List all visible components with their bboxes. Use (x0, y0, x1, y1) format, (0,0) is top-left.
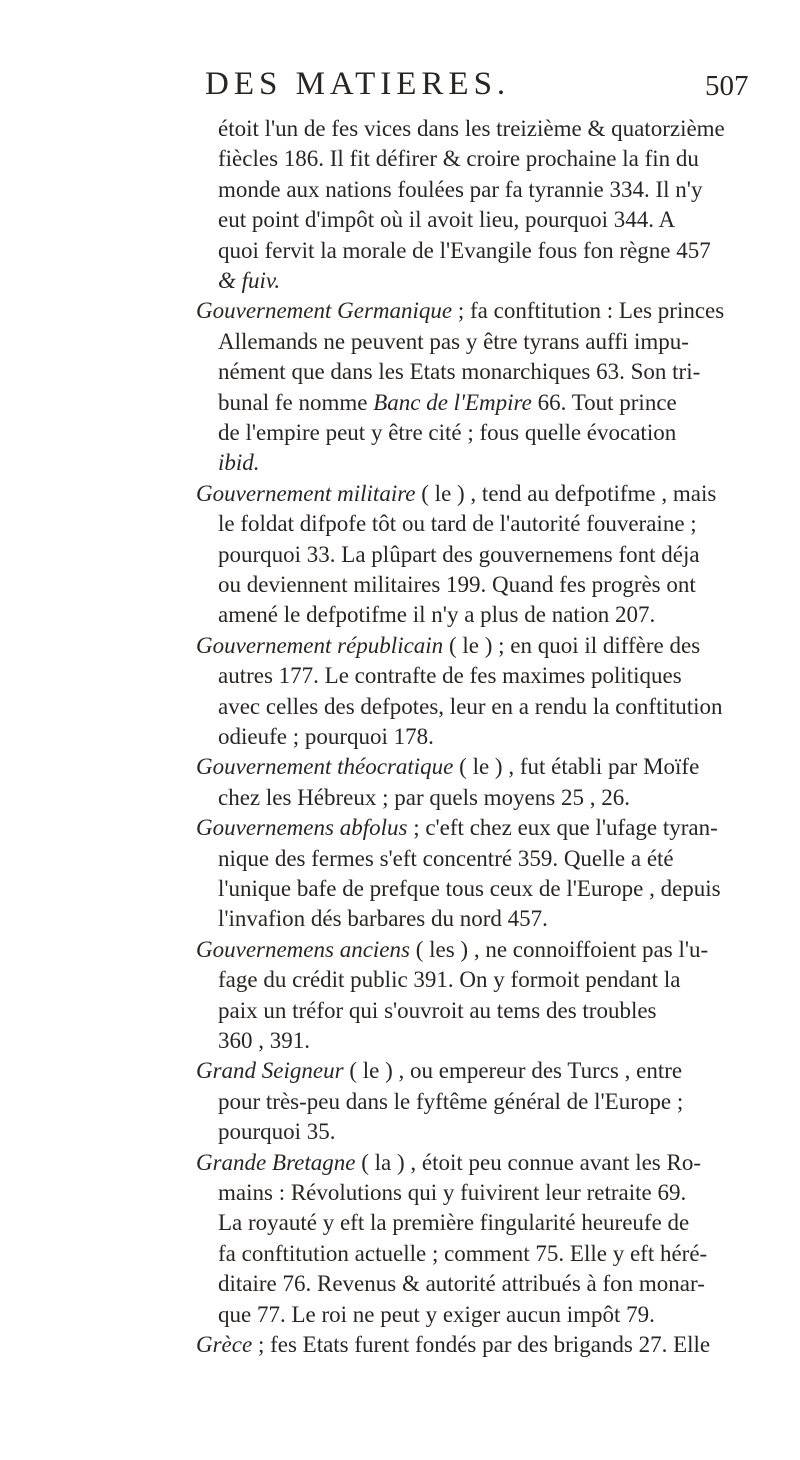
page-number: 507 (705, 70, 749, 102)
index-line (218, 904, 548, 934)
index-line (218, 205, 675, 235)
entry-text: ou deviennent militaires 199. Quand fes progrès ont (218, 572, 696, 597)
index-line (218, 783, 630, 813)
index-line (218, 1117, 336, 1147)
entry-text: le foldat difpofe tôt ou tard de l'autorité fouveraine ; (218, 511, 697, 537)
index-line (218, 144, 699, 174)
entry-text: ( les ) , ne connoiffoient pas l'u- (409, 936, 709, 962)
index-line (218, 114, 725, 144)
entry-text: fa conftitution actuelle ; comment 75. Elle y eft héré- (218, 1240, 708, 1266)
index-line (218, 509, 697, 539)
entry-text: pour très-peu dans le fyftême général de l'Europe ; (218, 1088, 684, 1114)
entry-heading: Gouvernement militaire (196, 480, 416, 506)
index-line (218, 874, 721, 904)
index-line (218, 600, 655, 630)
entry-text: chez les Hébreux ; par quels moyens 25 , 26. (218, 784, 630, 810)
index-entry-line (196, 296, 724, 326)
entry-text: ditaire 76. Revenus & autorité attribués à fon monar- (218, 1271, 705, 1297)
entry-text: bunal fe nomme (218, 389, 374, 415)
entry-text: ibid. (218, 450, 260, 476)
entry-text: 66. Tout prince (531, 389, 677, 415)
entry-text: pourquoi 35. (218, 1119, 336, 1145)
index-entry-line (196, 813, 718, 843)
index-line (218, 844, 674, 874)
entry-text: ( le ) , fut établi par Moïfe (453, 754, 700, 780)
entry-text: fage du crédit public 391. On y formoit pendant la (218, 967, 681, 993)
entry-text: l'unique bafe de prefque tous ceux de l'Europe , depuis (218, 876, 721, 901)
index-line (218, 1178, 686, 1208)
entry-text: Banc de l'Empire (373, 389, 532, 415)
entry-text: paix un tréfor qui s'ouvroit au tems des troubles (218, 997, 657, 1023)
entry-text: nique des fermes s'eft concentré 359. Quelle a été (218, 845, 674, 871)
entry-text: mains : Révolutions qui y fuivirent leur retraite 69. (218, 1180, 687, 1205)
index-entry-line (196, 631, 700, 661)
index-entry-line (196, 752, 699, 782)
entry-text: 360 , 391. (218, 1028, 310, 1053)
index-entry-line (196, 479, 716, 509)
index-line (218, 388, 677, 418)
entry-text: ; c'eft chez eux que l'ufage tyran- (407, 815, 718, 841)
entry-text: odieufe ; pourquoi 178. (218, 724, 434, 749)
index-line (218, 540, 700, 570)
entry-heading: Gouvernement théocratique (196, 754, 454, 780)
entry-text: avec celles des defpotes, leur en a rendu la conftitution (218, 693, 723, 719)
entry-text: autres 177. Le contrafte de fes maximes politiques (218, 663, 682, 689)
entry-text: l'invafion dés barbares du nord 457. (218, 906, 548, 932)
entry-text: fiècles 186. Il fit défirer & croire prochaine la fin du (218, 146, 699, 172)
index-line (218, 418, 676, 448)
entry-text: amené le defpotifme il n'y a plus de nation 207. (218, 602, 656, 628)
index-line (218, 1087, 683, 1117)
index-entry-line (196, 935, 708, 965)
index-line (218, 722, 434, 752)
entry-text: monde aux nations foulées par fa tyrannie 334. Il n'y (218, 176, 703, 202)
index-line (218, 175, 702, 205)
entry-heading: Gouvernement républicain (196, 632, 444, 658)
index-line (218, 1239, 707, 1269)
index-line (218, 1026, 310, 1056)
entry-text: ( la ) , étoit peu connue avant les Ro- (355, 1149, 702, 1175)
entry-text: de l'empire peut y être cité ; fous quelle évocation (218, 420, 677, 445)
entry-text: quoi fervit la morale de l'Evangile fous fon règne 457 (218, 237, 711, 263)
index-line (218, 1300, 655, 1330)
index-entry-line (196, 1056, 682, 1086)
entry-heading: Gouvernemens anciens (196, 936, 410, 962)
entry-text: & fuiv. (218, 268, 281, 293)
index-line (218, 570, 696, 600)
entry-text: ; fes Etats furent fondés par des brigands 27. Elle (252, 1332, 711, 1357)
index-line (218, 1208, 689, 1238)
index-line (218, 692, 723, 722)
index-line (218, 448, 260, 478)
entry-text: étoit l'un de fes vices dans les treizième & quatorzième (218, 116, 725, 141)
entry-text: pourquoi 33. La plûpart des gouvernemens font déja (218, 541, 700, 567)
entry-text: ( le ) , ou empereur des Turcs , entre (343, 1058, 683, 1084)
index-entry-line (196, 1330, 710, 1360)
entry-heading: Grand Seigneur (196, 1058, 344, 1084)
running-title: DES MATIERES. (205, 66, 511, 102)
entry-text: eut point d'impôt où il avoit lieu, pourquoi 344. A (218, 207, 676, 233)
entry-text: Allemands ne peuvent pas y être tyrans auffi impu- (218, 328, 689, 354)
entry-heading: Grèce (196, 1332, 253, 1357)
entry-text: La royauté y eft la première fingularité heureufe de (218, 1210, 690, 1236)
entry-text: ( le ) ; en quoi il diffère des (443, 632, 701, 658)
entry-heading: Gouvernemens abfolus (196, 815, 408, 841)
index-line (218, 266, 280, 296)
index-line (218, 236, 711, 266)
index-line (218, 1269, 705, 1299)
entry-text: ( le ) , tend au defpotifme , mais (415, 480, 717, 506)
entry-text: ; fa conftitution : Les princes (452, 298, 725, 324)
index-line (218, 357, 700, 387)
index-entry-line (196, 1148, 701, 1178)
entry-heading: Grande Bretagne (196, 1149, 356, 1175)
index-line (218, 965, 680, 995)
entry-heading: Gouvernement Germanique (196, 298, 453, 324)
index-line (218, 327, 689, 357)
entry-text: nément que dans les Etats monarchiques 63. Son tri- (218, 359, 701, 385)
index-line (218, 661, 682, 691)
entry-text: que 77. Le roi ne peut y exiger aucun impôt 79. (218, 1301, 655, 1327)
index-line (218, 996, 657, 1026)
